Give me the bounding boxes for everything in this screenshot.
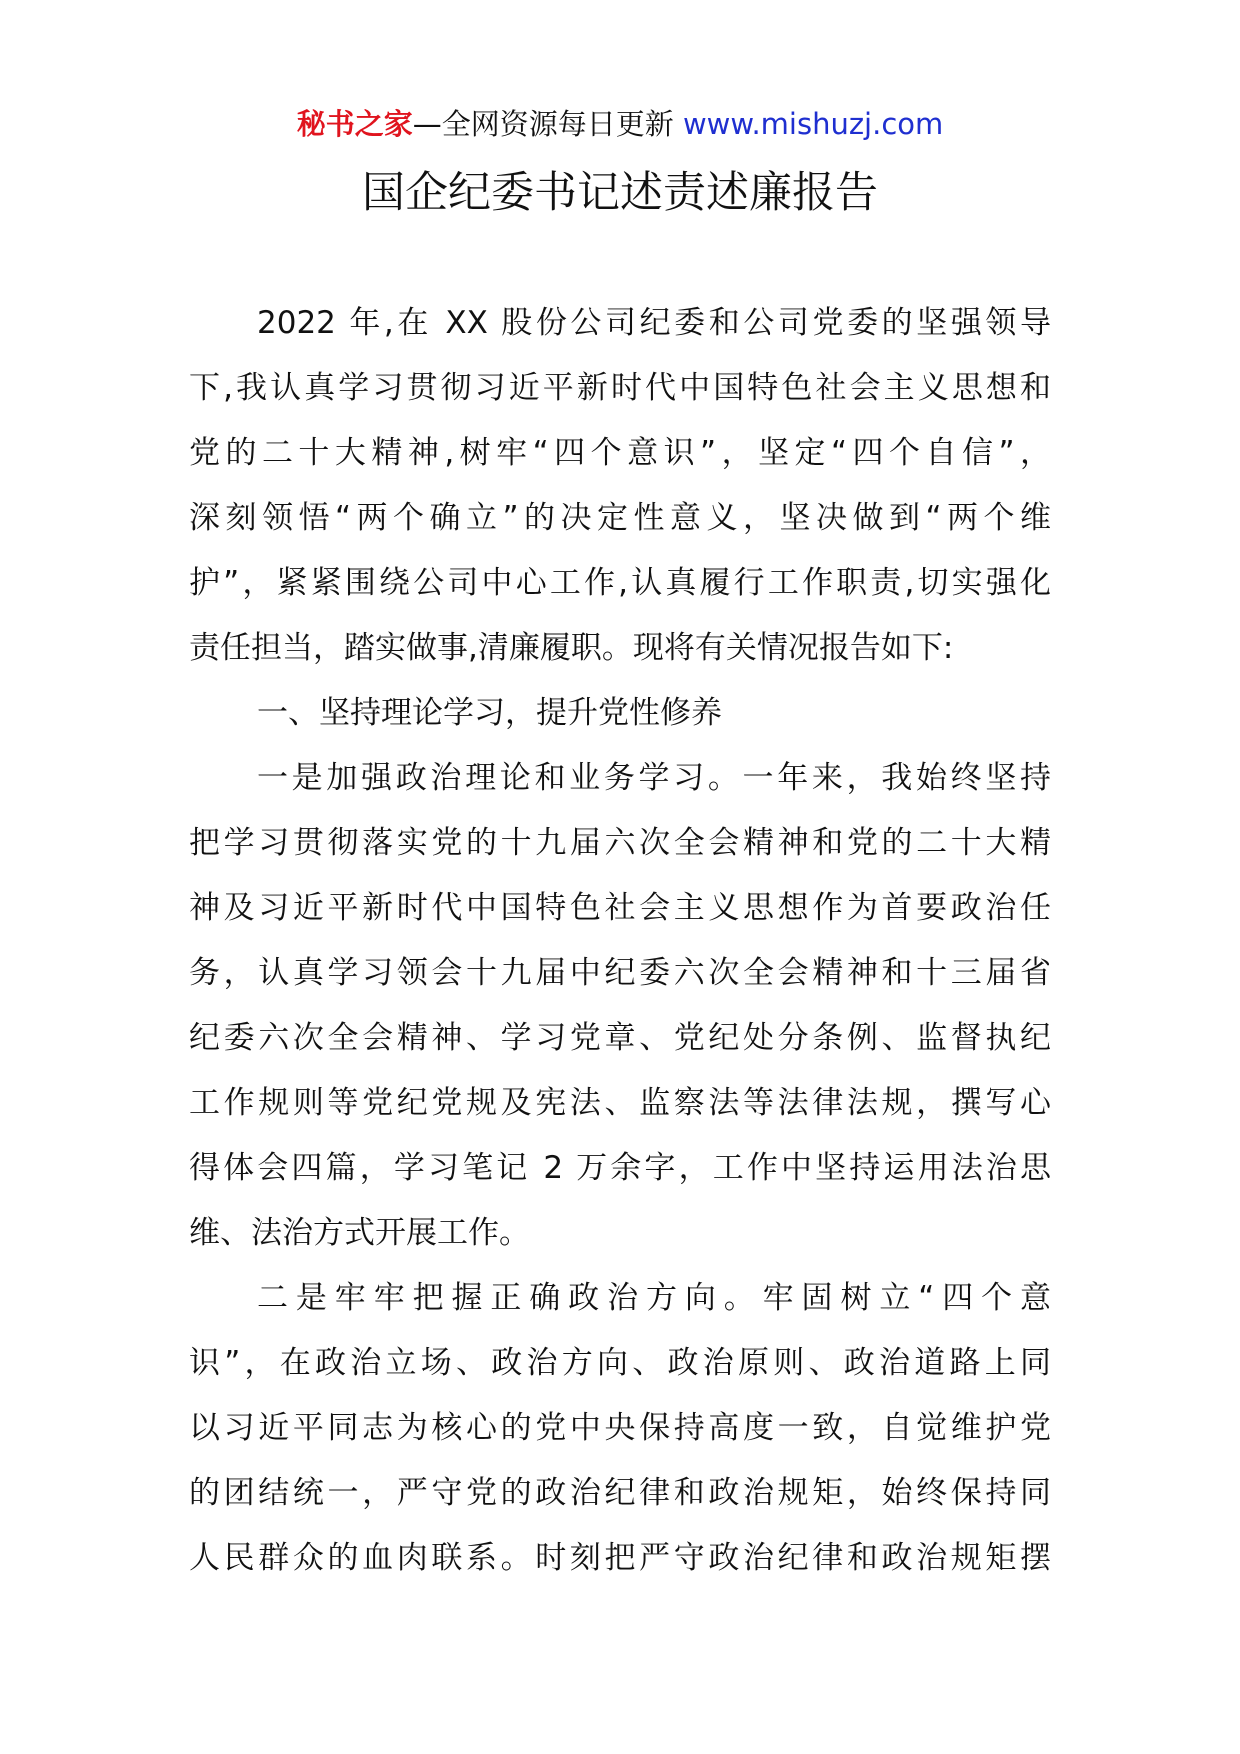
text-line: 纪委六次全会精神、学习党章、党纪处分条例、监督执纪 <box>189 1020 1051 1056</box>
text-line: 务，认真学习领会十九届中纪委六次全会精神和十三届省 <box>189 955 1051 991</box>
text-line: 2022 年,在 XX 股份公司纪委和公司党委的坚强领导 <box>257 305 1051 341</box>
text-line: 以习近平同志为核心的党中央保持高度一致，自觉维护党 <box>189 1410 1051 1446</box>
text-line: 把学习贯彻落实党的十九届六次全会精神和党的二十大精 <box>189 825 1051 861</box>
section-heading: 一、坚持理论学习，提升党性修养 <box>257 695 722 731</box>
text-line: 神及习近平新时代中国特色社会主义思想作为首要政治任 <box>189 890 1051 926</box>
document-title: 国企纪委书记述责述廉报告 <box>362 168 878 218</box>
text-line: 护”，紧紧围绕公司中心工作,认真履行工作职责,切实强化 <box>189 565 1051 601</box>
document-body <box>189 291 1051 1591</box>
text-line: 一是加强政治理论和业务学习。一年来，我始终坚持 <box>257 760 1051 796</box>
text-line: 识”，在政治立场、政治方向、政治原则、政治道路上同 <box>189 1345 1051 1381</box>
site-header <box>0 100 1240 148</box>
text-line: 党的二十大精神,树牢“四个意识”，坚定“四个自信”， <box>189 435 1051 471</box>
text-line: 深刻领悟“两个确立”的决定性意义，坚决做到“两个维 <box>189 500 1051 536</box>
text-line: 下,我认真学习贯彻习近平新时代中国特色社会主义思想和 <box>189 370 1051 406</box>
text-line: 二是牢牢把握正确政治方向。牢固树立“四个意 <box>257 1280 1051 1316</box>
text-line: 责任担当，踏实做事,清廉履职。现将有关情况报告如下: <box>189 630 954 666</box>
text-line: 得体会四篇，学习笔记 2 万余字，工作中坚持运用法治思 <box>189 1150 1051 1186</box>
site-url-link[interactable]: www.mishuzj.com <box>682 107 944 141</box>
text-line: 的团结统一，严守党的政治纪律和政治规矩，始终保持同 <box>189 1475 1051 1511</box>
text-line: 维、法治方式开展工作。 <box>189 1215 530 1251</box>
header-slogan: —全网资源每日更新 <box>412 107 674 141</box>
text-line: 人民群众的血肉联系。时刻把严守政治纪律和政治规矩摆 <box>189 1540 1051 1576</box>
text-line: 工作规则等党纪党规及宪法、监察法等法律法规，撰写心 <box>189 1085 1051 1121</box>
brand-name: 秘书之家 <box>296 107 413 141</box>
